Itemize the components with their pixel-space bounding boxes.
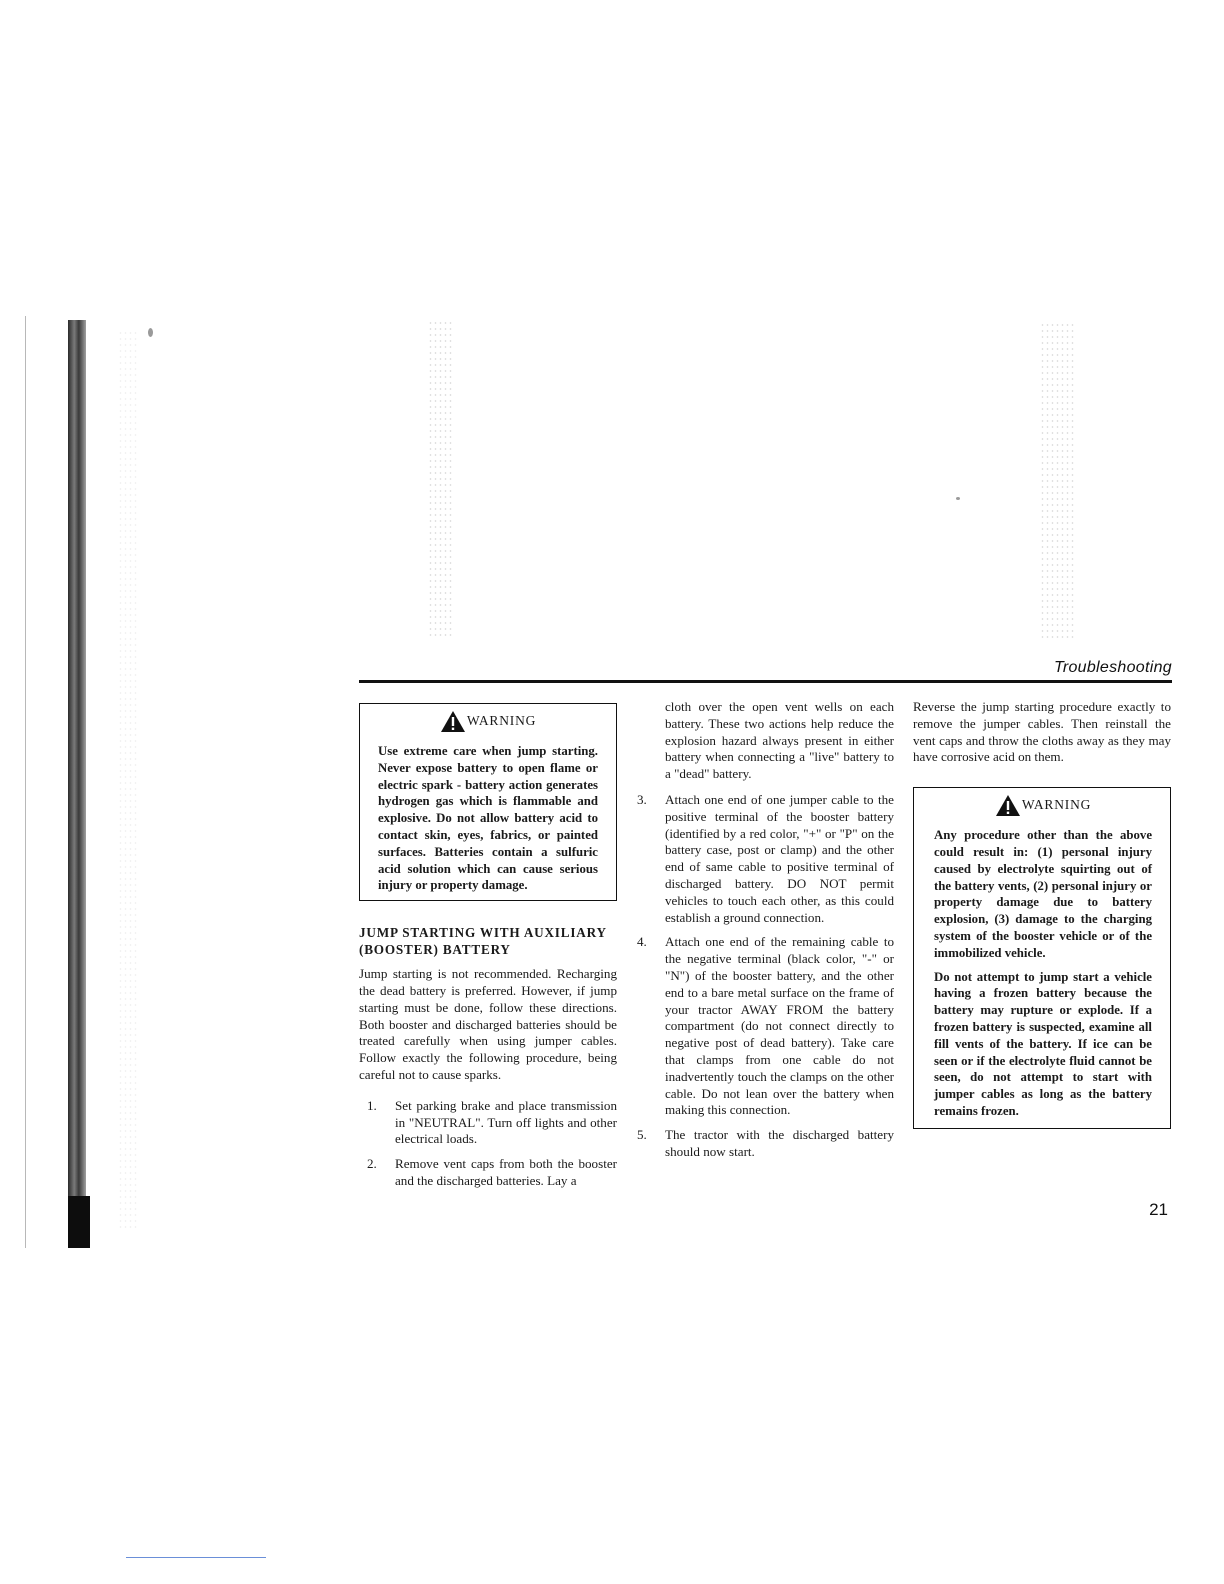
header-rule (359, 680, 1172, 683)
list-item (637, 934, 894, 1119)
scan-margin-line (25, 316, 26, 1248)
scan-noise (118, 330, 138, 1230)
warning-box-fire (359, 703, 617, 901)
section-title: Troubleshooting (1053, 659, 1172, 676)
step-text: Set parking brake and place transmission in "NEUTRAL". Turn off lights and other electrical loads. (395, 1097, 617, 1147)
step-text: Remove vent caps from both the booster and the discharged batteries. Lay a (395, 1156, 617, 1188)
warning-box-procedure (913, 787, 1171, 1129)
scan-bottom-rule (126, 1557, 266, 1558)
section-heading: JUMP STARTING WITH AUXILIARY (BOOSTER) BATTERY (359, 925, 607, 958)
warning-header (378, 710, 598, 733)
list-item (637, 1127, 894, 1161)
step-text: Attach one end of one jumper cable to the positive terminal of the booster battery (identified by a red color, "+" or "P" on the battery case, post or clamp) and the other end of same cable to positive terminal of discharged battery. DO NOT permit vehicles to touch each other, as this could establish a ground connection. (665, 791, 894, 925)
list-item (367, 1156, 617, 1190)
step-number: 4. (637, 934, 647, 950)
step-number: 5. (637, 1127, 647, 1143)
scan-speck (148, 328, 153, 337)
scan-noise (428, 320, 454, 640)
list-item (367, 1098, 617, 1148)
step-number: 1. (367, 1097, 377, 1113)
steps-list-middle (637, 792, 894, 1161)
warning-label: WARNING (466, 713, 537, 729)
middle-column (637, 699, 894, 1169)
scan-speck (956, 497, 960, 500)
step-continued-text: cloth over the open vent wells on each battery. These two actions help reduce the explosion hazard always present in either battery when connecting a "live" battery to a "dead" battery. (665, 699, 894, 782)
warning-text: Use extreme care when jump starting. Never expose battery to open flame or electric spark - battery action generates hydrogen gas which is flammable and explosive. Do not allow battery acid to contact skin, eyes, fabrics, or painted surfaces. Batteries contain a sulfuric acid solution which can cause serious injury or property damage. (378, 744, 598, 893)
step-number: 2. (367, 1156, 377, 1172)
page-number: 21 (1149, 1200, 1168, 1219)
warning-paragraph: Any procedure other than the above could result in: (1) personal injury caused by electrolyte squirting out of the battery vents, (2) personal injury or property damage due to battery explosion, (3) damage to the charging system of the booster vehicle or of the immobilized vehicle. (934, 828, 1152, 960)
steps-list-left (359, 1098, 617, 1190)
warning-header (934, 794, 1152, 817)
step-text: The tractor with the discharged battery should now start. (665, 1127, 894, 1159)
scan-noise (1040, 322, 1074, 638)
warning-triangle-icon (995, 794, 1021, 817)
warning-paragraph: Do not attempt to jump start a vehicle having a frozen battery because the battery may rupture or explode. If a frozen battery is suspected, examine all fill vents of the battery. If ice can be seen or if the electrolyte fluid cannot be seen, do not attempt to start with jumper cables as long as the battery remains frozen. (934, 969, 1152, 1118)
warning-triangle-icon (440, 710, 466, 733)
right-column (913, 699, 1171, 1129)
list-item (637, 792, 894, 926)
step-number: 3. (637, 791, 647, 807)
reverse-procedure-paragraph: Reverse the jump starting procedure exactly to remove the jumper cables. Then reinstall the vent caps and throw the cloths away as they may have corrosive acid on them. (913, 699, 1171, 765)
warning-label: WARNING (1021, 797, 1092, 813)
intro-paragraph: Jump starting is not recommended. Recharging the dead battery is preferred. However, if jump starting must be done, follow these directions. Both booster and discharged batteries should be treated carefully when using jumper cables. Follow exactly the following procedure, being careful not to cause sparks. (359, 966, 617, 1082)
left-column (359, 703, 617, 1198)
scan-binding-edge (68, 320, 86, 1248)
scan-binding-edge-dark (68, 1196, 90, 1248)
step-text: Attach one end of the remaining cable to the negative terminal (black color, "-" or "N") of the booster battery, and the other end to a bare metal surface on the frame of your tractor AWAY FROM the battery compartment (do not connect directly to negative post of dead battery). Take care that clamps from one cable do not inadvertently touch the clamps on the other cable. Do not lean over the battery when making this connection. (665, 934, 894, 1118)
